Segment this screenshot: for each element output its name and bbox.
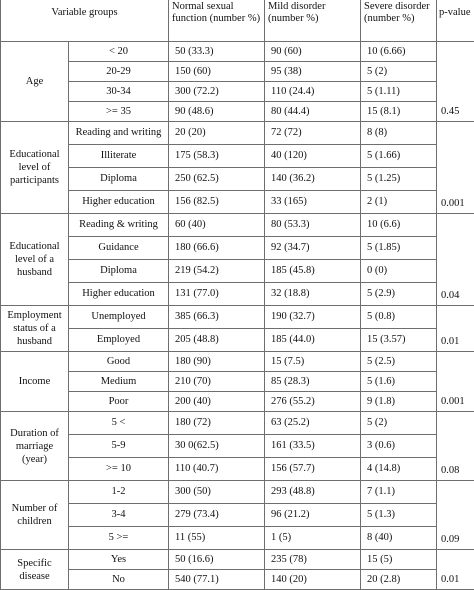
table-row (1, 82, 474, 102)
normal-cell: 205 (48.8) (169, 329, 265, 352)
normal-cell: 200 (40) (169, 392, 265, 412)
table-row (1, 102, 474, 122)
severe-cell: 5 (2) (361, 62, 437, 82)
severe-cell: 5 (2.9) (361, 283, 437, 306)
mild-cell: 32 (18.8) (265, 283, 361, 306)
table-row (1, 372, 474, 392)
severe-cell: 5 (1.3) (361, 504, 437, 527)
table-row (1, 191, 474, 214)
normal-cell: 210 (70) (169, 372, 265, 392)
table-row (1, 570, 474, 590)
subgroup-cell: Higher education (69, 283, 169, 306)
subgroup-cell: Higher education (69, 191, 169, 214)
subgroup-cell: < 20 (69, 42, 169, 62)
severe-cell: 15 (5) (361, 550, 437, 570)
severe-cell: 5 (0.8) (361, 306, 437, 329)
mild-cell: 190 (32.7) (265, 306, 361, 329)
normal-cell: 156 (82.5) (169, 191, 265, 214)
severe-cell: 15 (3.57) (361, 329, 437, 352)
table-row (1, 352, 474, 372)
group-label: Educational level of a husband (1, 214, 69, 306)
table-row (1, 260, 474, 283)
severe-cell: 10 (6.66) (361, 42, 437, 62)
group-label: Employment status of a husband (1, 306, 69, 352)
group-label: Age (1, 42, 69, 122)
normal-cell: 385 (66.3) (169, 306, 265, 329)
severe-cell: 5 (1.25) (361, 168, 437, 191)
table-row (1, 458, 474, 481)
subgroup-cell: 20-29 (69, 62, 169, 82)
normal-cell: 300 (50) (169, 481, 265, 504)
normal-cell: 90 (48.6) (169, 102, 265, 122)
normal-cell: 300 (72.2) (169, 82, 265, 102)
table-row (1, 283, 474, 306)
severe-cell: 8 (40) (361, 527, 437, 550)
table-row (1, 42, 474, 62)
normal-cell: 180 (66.6) (169, 237, 265, 260)
normal-cell: 250 (62.5) (169, 168, 265, 191)
normal-cell: 175 (58.3) (169, 145, 265, 168)
severe-cell: 3 (0.6) (361, 435, 437, 458)
severe-cell: 5 (1.66) (361, 145, 437, 168)
subgroup-cell: Good (69, 352, 169, 372)
subgroup-cell: 1-2 (69, 481, 169, 504)
pvalue-cell: 0.09 (437, 481, 474, 550)
table-row (1, 392, 474, 412)
table-row (1, 435, 474, 458)
mild-cell: 92 (34.7) (265, 237, 361, 260)
subgroup-cell: Reading and writing (69, 122, 169, 145)
pvalue-cell: 0.01 (437, 306, 474, 352)
mild-cell: 110 (24.4) (265, 82, 361, 102)
mild-cell: 185 (45.8) (265, 260, 361, 283)
normal-cell: 540 (77.1) (169, 570, 265, 590)
severe-cell: 5 (1.6) (361, 372, 437, 392)
mild-cell: 293 (48.8) (265, 481, 361, 504)
table-body (1, 42, 474, 590)
subgroup-cell: Guidance (69, 237, 169, 260)
mild-cell: 185 (44.0) (265, 329, 361, 352)
normal-cell: 219 (54.2) (169, 260, 265, 283)
severe-cell: 8 (8) (361, 122, 437, 145)
mild-cell: 276 (55.2) (265, 392, 361, 412)
subgroup-cell: Medium (69, 372, 169, 392)
mild-cell: 85 (28.3) (265, 372, 361, 392)
severe-cell: 15 (8.1) (361, 102, 437, 122)
normal-cell: 60 (40) (169, 214, 265, 237)
normal-cell: 11 (55) (169, 527, 265, 550)
mild-cell: 90 (60) (265, 42, 361, 62)
pvalue-cell: 0.08 (437, 412, 474, 481)
mild-cell: 80 (53.3) (265, 214, 361, 237)
severe-cell: 5 (2.5) (361, 352, 437, 372)
subgroup-cell: Employed (69, 329, 169, 352)
subgroup-cell: Unemployed (69, 306, 169, 329)
table-row (1, 145, 474, 168)
subgroup-cell: >= 10 (69, 458, 169, 481)
pvalue-cell: 0.45 (437, 42, 474, 122)
severe-cell: 5 (1.11) (361, 82, 437, 102)
subgroup-cell: No (69, 570, 169, 590)
mild-cell: 72 (72) (265, 122, 361, 145)
table-row (1, 329, 474, 352)
normal-cell: 30 0(62.5) (169, 435, 265, 458)
table-row (1, 504, 474, 527)
normal-cell: 110 (40.7) (169, 458, 265, 481)
subgroup-cell: 5 < (69, 412, 169, 435)
severe-cell: 7 (1.1) (361, 481, 437, 504)
table-row (1, 412, 474, 435)
mild-cell: 235 (78) (265, 550, 361, 570)
header-row (1, 0, 474, 42)
table-row (1, 168, 474, 191)
table-row (1, 481, 474, 504)
table-row (1, 527, 474, 550)
normal-cell: 131 (77.0) (169, 283, 265, 306)
mild-cell: 95 (38) (265, 62, 361, 82)
subgroup-cell: 5 >= (69, 527, 169, 550)
pvalue-cell: 0.001 (437, 122, 474, 214)
subgroup-cell: Reading & writing (69, 214, 169, 237)
pvalue-cell: 0.001 (437, 352, 474, 412)
mild-cell: 80 (44.4) (265, 102, 361, 122)
normal-cell: 50 (16.6) (169, 550, 265, 570)
mild-cell: 1 (5) (265, 527, 361, 550)
severe-cell: 5 (2) (361, 412, 437, 435)
severe-cell: 10 (6.6) (361, 214, 437, 237)
severe-cell: 4 (14.8) (361, 458, 437, 481)
table-row (1, 62, 474, 82)
subgroup-cell: Yes (69, 550, 169, 570)
table-row (1, 237, 474, 260)
table-row (1, 306, 474, 329)
severe-cell: 0 (0) (361, 260, 437, 283)
group-label: Number of children (1, 481, 69, 550)
subgroup-cell: Diploma (69, 168, 169, 191)
subgroup-cell: Poor (69, 392, 169, 412)
header-severe: Severe disorder (number %) (361, 0, 437, 42)
normal-cell: 20 (20) (169, 122, 265, 145)
normal-cell: 150 (60) (169, 62, 265, 82)
table-row (1, 214, 474, 237)
normal-cell: 180 (90) (169, 352, 265, 372)
mild-cell: 161 (33.5) (265, 435, 361, 458)
header-variable-groups: Variable groups (1, 0, 169, 42)
header-mild: Mild disorder (number %) (265, 0, 361, 42)
severe-cell: 9 (1.8) (361, 392, 437, 412)
mild-cell: 140 (36.2) (265, 168, 361, 191)
header-normal: Normal sexual function (number %) (169, 0, 265, 42)
subgroup-cell: Diploma (69, 260, 169, 283)
group-label: Specific disease (1, 550, 69, 590)
table-row (1, 550, 474, 570)
normal-cell: 279 (73.4) (169, 504, 265, 527)
header-pvalue: p-value (437, 0, 474, 42)
group-label: Income (1, 352, 69, 412)
table-row (1, 122, 474, 145)
subgroup-cell: Illiterate (69, 145, 169, 168)
severe-cell: 20 (2.8) (361, 570, 437, 590)
mild-cell: 140 (20) (265, 570, 361, 590)
group-label: Duration of marriage (year) (1, 412, 69, 481)
mild-cell: 33 (165) (265, 191, 361, 214)
subgroup-cell: 30-34 (69, 82, 169, 102)
mild-cell: 15 (7.5) (265, 352, 361, 372)
group-label: Educational level of participants (1, 122, 69, 214)
severe-cell: 5 (1.85) (361, 237, 437, 260)
mild-cell: 40 (120) (265, 145, 361, 168)
subgroup-cell: >= 35 (69, 102, 169, 122)
pvalue-cell: 0.01 (437, 550, 474, 590)
subgroup-cell: 5-9 (69, 435, 169, 458)
severe-cell: 2 (1) (361, 191, 437, 214)
normal-cell: 50 (33.3) (169, 42, 265, 62)
mild-cell: 156 (57.7) (265, 458, 361, 481)
normal-cell: 180 (72) (169, 412, 265, 435)
mild-cell: 96 (21.2) (265, 504, 361, 527)
mild-cell: 63 (25.2) (265, 412, 361, 435)
subgroup-cell: 3-4 (69, 504, 169, 527)
pvalue-cell: 0.04 (437, 214, 474, 306)
